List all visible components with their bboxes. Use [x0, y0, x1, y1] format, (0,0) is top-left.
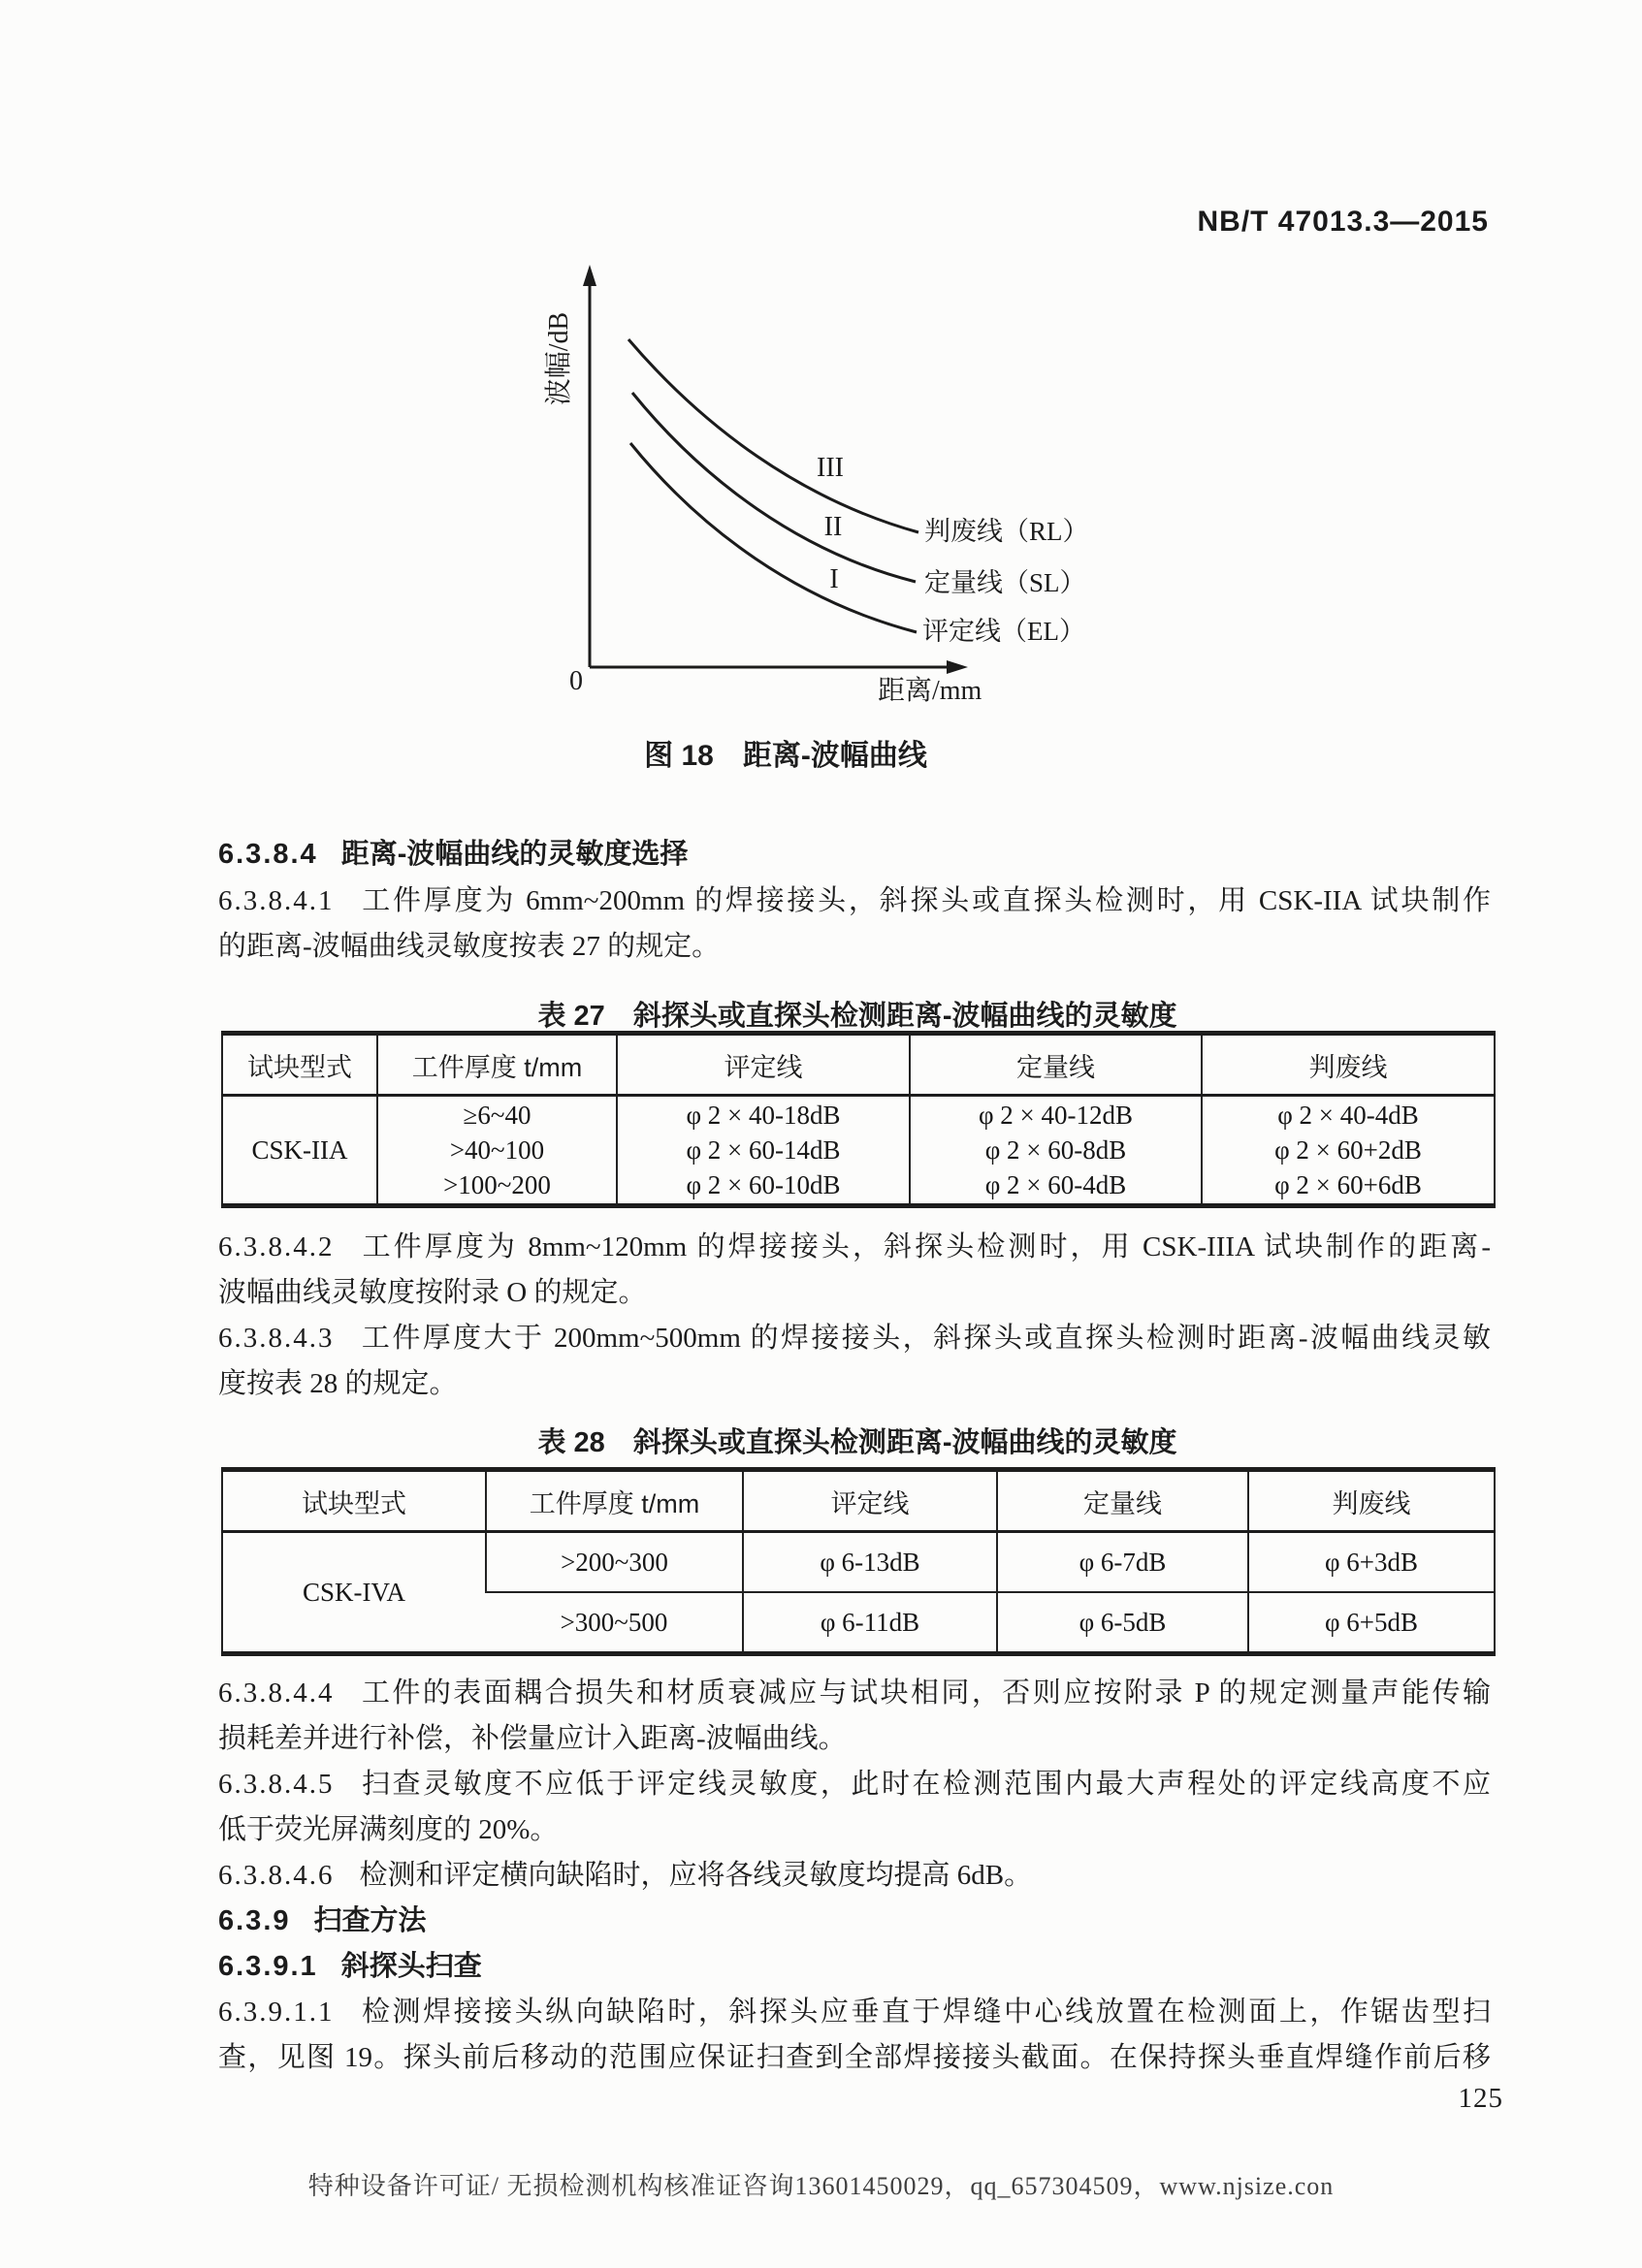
- x-axis-label: 距离/mm: [878, 676, 982, 706]
- footer-watermark: 特种设备许可证/ 无损检测机构核准证咨询13601450029，qq_657304509，www.njsize.con: [307, 2172, 1335, 2200]
- y-axis-arrow-icon: [583, 265, 596, 286]
- clause-number: 6.3.8.4.2: [218, 1231, 335, 1262]
- table-28: [221, 1467, 1496, 1656]
- clause-number: 6.3.9.1: [218, 1951, 318, 1982]
- table-cell-block-label: CSK-IVA: [302, 1577, 406, 1607]
- clause-title: 扫查方法: [313, 1905, 427, 1936]
- table-cell-eval-line: [617, 1096, 910, 1206]
- clause-number: 6.3.8.4.5: [218, 1769, 335, 1800]
- clause-number: 6.3.8.4: [218, 839, 318, 870]
- clause-number: 6.3.8.4.3: [218, 1323, 335, 1354]
- clause-number: 6.3.9.1.1: [218, 1996, 335, 2028]
- y-axis-label: 波幅/dB: [544, 311, 574, 406]
- paragraph-text: 度按表 28 的规定。: [218, 1368, 458, 1399]
- paragraph-text: 扫查灵敏度不应低于评定线灵敏度，此时在检测范围内最大声程处的评定线高度不应: [359, 1769, 1491, 1800]
- table-cell-value: >200~300: [486, 1532, 743, 1593]
- paragraph-text: 检测和评定横向缺陷时，应将各线灵敏度均提高 6dB。: [359, 1860, 1033, 1891]
- clause-number: 6.3.8.4.6: [218, 1860, 335, 1891]
- table-cell-quant-line: [910, 1096, 1202, 1206]
- table-cell-value: φ 2 × 40-18dB: [686, 1101, 841, 1130]
- page-number: 125: [1458, 2083, 1503, 2114]
- table-cell-value: >100~200: [443, 1170, 551, 1199]
- clause-number: 6.3.8.4.1: [218, 885, 335, 916]
- curve-i-id: I: [829, 564, 839, 594]
- column-header: 工件厚度 t/mm: [377, 1034, 617, 1096]
- paragraph-6-3-8-4-3: [218, 1316, 1491, 1407]
- paragraph-6-3-8-4-4: [218, 1671, 1491, 1762]
- curve-i-label: 评定线（EL）: [922, 617, 1085, 646]
- table-cell-value: φ 2 × 40-12dB: [978, 1101, 1134, 1130]
- curve-iii-id: III: [817, 453, 844, 483]
- column-header: 判废线: [1202, 1034, 1495, 1096]
- table-cell-value: ≥6~40: [463, 1101, 531, 1130]
- paragraph-text: 工件厚度大于 200mm~500mm 的焊接接头，斜探头或直探头检测时距离-波幅曲线灵敏: [359, 1323, 1491, 1354]
- table-27-body: [222, 1096, 1495, 1206]
- table-cell-reject-line: [1202, 1096, 1495, 1206]
- x-axis-arrow-icon: [947, 660, 968, 674]
- paragraph-6-3-8-4-1: [218, 878, 1491, 970]
- curve-iii-label: 判废线（RL）: [924, 517, 1089, 546]
- table-cell-value: φ 6-11dB: [743, 1592, 997, 1654]
- paragraph-text: 工件厚度为 6mm~200mm 的焊接接头，斜探头或直探头检测时，用 CSK-IIA 试块制作: [359, 885, 1491, 916]
- paragraph-6-3-8-4-5: [218, 1762, 1491, 1853]
- column-header: 定量线: [997, 1470, 1248, 1532]
- heading-6-3-9: [218, 1899, 1491, 1944]
- column-header: 评定线: [743, 1470, 997, 1532]
- column-header: 判废线: [1248, 1470, 1495, 1532]
- paragraph-text: 查，见图 19。探头前后移动的范围应保证扫查到全部焊接接头截面。在保持探头垂直焊缝作前后移: [218, 2042, 1491, 2073]
- table-28-caption: 表 28 斜探头或直探头检测距离-波幅曲线的灵敏度: [537, 1427, 1177, 1458]
- heading-6-3-9-1: [218, 1944, 1491, 1990]
- clause-number: 6.3.9: [218, 1905, 291, 1936]
- paragraph-text: 损耗差并进行补偿，补偿量应计入距离-波幅曲线。: [218, 1723, 847, 1754]
- column-header: 试块型式: [222, 1034, 377, 1096]
- table-cell-value: φ 2 × 40-4dB: [1277, 1101, 1419, 1130]
- table-cell-value: φ 6-7dB: [997, 1532, 1248, 1593]
- clause-title: 距离-波幅曲线的灵敏度选择: [340, 839, 689, 870]
- curve-ii-label: 定量线（SL）: [924, 568, 1086, 597]
- table-cell-value: φ 6+3dB: [1248, 1532, 1495, 1593]
- figure-18-caption: 图 18 距离-波幅曲线: [644, 740, 927, 772]
- curve-ii-id: II: [823, 512, 843, 542]
- table-cell-thickness: [377, 1096, 617, 1206]
- paragraph-text: 低于荧光屏满刻度的 20%。: [218, 1814, 559, 1845]
- paragraph-text: 波幅曲线灵敏度按附录 O 的规定。: [218, 1277, 647, 1308]
- table-27-caption: 表 27 斜探头或直探头检测距离-波幅曲线的灵敏度: [537, 1001, 1177, 1032]
- table-27-header-row: [222, 1034, 1495, 1096]
- table-cell-value: φ 2 × 60+2dB: [1274, 1135, 1422, 1165]
- doc-number: NB/T 47013.3—2015: [1197, 206, 1489, 238]
- column-header: 试块型式: [222, 1470, 486, 1532]
- clause-title: 斜探头扫查: [340, 1951, 482, 1982]
- table-cell-block-label: CSK-IIA: [251, 1134, 348, 1165]
- origin-label: 0: [569, 666, 583, 696]
- heading-6-3-8-4: [218, 832, 1491, 878]
- table-cell-value: φ 6+5dB: [1248, 1592, 1495, 1654]
- table-28-header-row: [222, 1470, 1495, 1532]
- column-header: 定量线: [910, 1034, 1202, 1096]
- clause-number: 6.3.8.4.4: [218, 1677, 335, 1709]
- table-cell-value: φ 2 × 60-8dB: [984, 1135, 1127, 1165]
- table-cell-value: >40~100: [449, 1135, 545, 1165]
- column-header: 评定线: [617, 1034, 910, 1096]
- paragraph-text: 的距离-波幅曲线灵敏度按表 27 的规定。: [218, 931, 721, 962]
- table-cell-value: φ 2 × 60-14dB: [686, 1135, 841, 1165]
- paragraph-6-3-8-4-6: [218, 1853, 1491, 1899]
- table-cell-value: φ 2 × 60-4dB: [984, 1170, 1127, 1199]
- table-cell-value: φ 6-5dB: [997, 1592, 1248, 1654]
- table-cell-value: φ 2 × 60+6dB: [1274, 1170, 1422, 1199]
- paragraph-text: 检测焊接接头纵向缺陷时，斜探头应垂直于焊缝中心线放置在检测面上，作锯齿型扫: [359, 1996, 1491, 2028]
- paragraph-6-3-9-1-1: [218, 1990, 1491, 2081]
- figure-18-dac-chart: [538, 257, 1159, 713]
- table-cell-value: φ 2 × 60-10dB: [686, 1170, 841, 1199]
- paragraph-6-3-8-4-2: [218, 1225, 1491, 1316]
- table-27: [221, 1031, 1496, 1208]
- paragraph-text: 工件的表面耦合损失和材质衰减应与试块相同，否则应按附录 P 的规定测量声能传输: [359, 1677, 1491, 1709]
- curve-ii: [632, 393, 916, 582]
- table-cell-value: >300~500: [486, 1592, 743, 1654]
- table-cell-value: φ 6-13dB: [743, 1532, 997, 1593]
- curve-i: [630, 443, 917, 632]
- column-header: 工件厚度 t/mm: [486, 1470, 743, 1532]
- paragraph-text: 工件厚度为 8mm~120mm 的焊接接头，斜探头检测时，用 CSK-IIIA 试块制作的距离-: [359, 1231, 1491, 1262]
- table-row: [222, 1532, 1495, 1593]
